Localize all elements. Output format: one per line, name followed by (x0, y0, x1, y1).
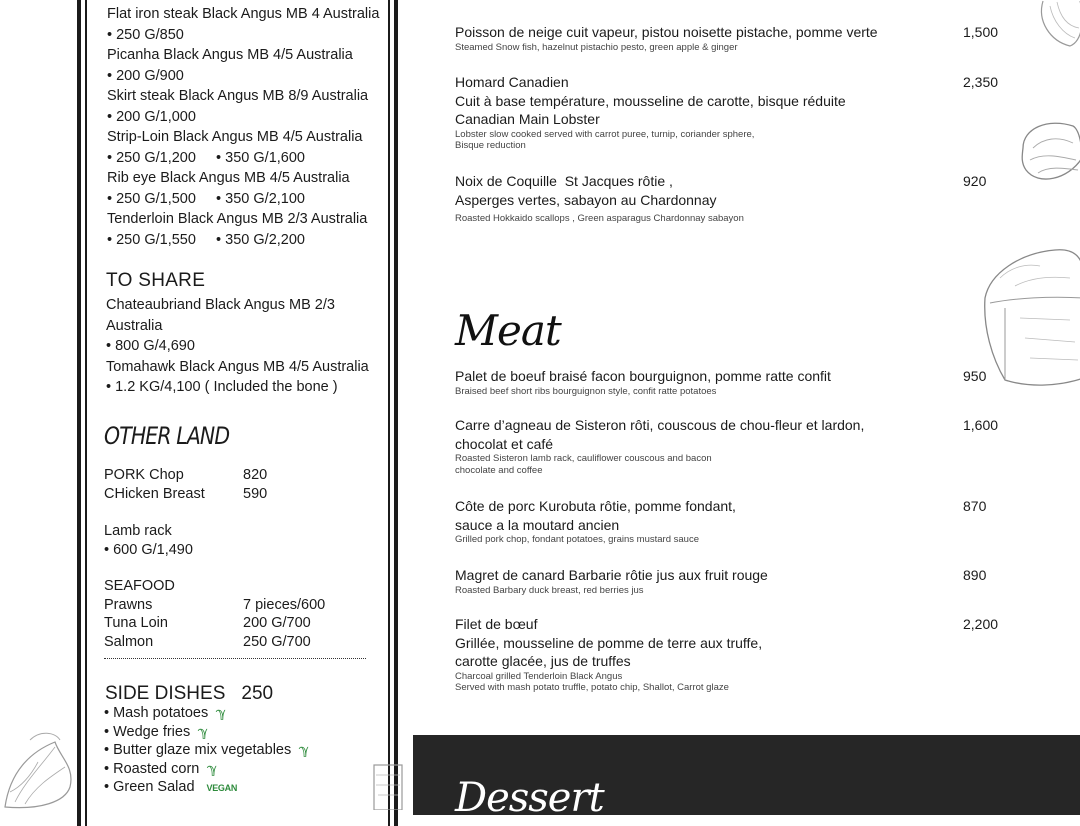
item-price: 820 (243, 467, 268, 483)
side-dish-name: • Roasted corn (104, 760, 200, 777)
side-dishes-price: 250 (241, 683, 274, 704)
dessert-section-title: Dessert (455, 775, 604, 821)
to-share-line: Tomahawk Black Angus MB 4/5 Australia (106, 358, 369, 375)
item-title-fr: Asperges vertes, sabayon au Chardonnay (455, 191, 717, 208)
item-price: 890 (963, 567, 987, 583)
item-name: Prawns (104, 596, 153, 613)
item-title-fr: chocolat et café (455, 435, 554, 452)
list-item (104, 466, 267, 485)
vegetarian-leaf-icon: ℽ (299, 742, 309, 757)
item-desc-en: Roasted Sisteron lamb rack, cauliflower couscous and bacon (455, 453, 712, 464)
menu-item-snow-fish (455, 23, 1055, 53)
item-price: 2,200 (963, 616, 999, 632)
vegetarian-leaf-icon: ℽ (216, 705, 226, 720)
menu-item-beef-fillet (455, 615, 1055, 694)
item-name: PORK Chop (104, 467, 184, 483)
item-title-fr: Grillée, mousseline de pomme de terre aux truffe, (455, 634, 763, 651)
item-name: Salmon (104, 633, 154, 650)
side-dish-name: • Green Salad (104, 779, 195, 795)
item-price: 950 (963, 368, 987, 384)
item-desc-en: Steamed Snow fish, hazelnut pistachio pesto, green apple & ginger (455, 41, 738, 53)
steak-list (107, 4, 379, 250)
list-item (104, 760, 309, 779)
item-price: 870 (963, 498, 987, 514)
menu-item-scallops (455, 172, 1055, 225)
steak-line: • 250 G/850 (107, 26, 184, 43)
meat-section-title: Meat (455, 306, 561, 355)
menu-item-lobster (455, 73, 1055, 152)
list-item (104, 633, 325, 652)
item-desc-en: Served with mash potato truffle, potato chip, Shallot, Carrot glaze (455, 682, 729, 693)
beef-sketch-icon (980, 238, 1080, 388)
lamb-line: • 600 G/1,490 (104, 541, 193, 558)
item-title-fr: Côte de porc Kurobuta rôtie, pomme fondant, (455, 498, 736, 514)
item-desc-en: Roasted Barbary duck breast, red berries jus (455, 584, 644, 596)
item-title-fr: Carre d’agneau de Sisteron rôti, couscous de chou-fleur et lardon, (455, 417, 865, 433)
seafood-list (104, 577, 325, 651)
item-title-fr: Canadian Main Lobster (455, 111, 600, 127)
to-share-heading: TO SHARE (106, 270, 206, 291)
lettuce-sketch-icon (0, 712, 80, 812)
steak-line: Skirt steak Black Angus MB 8/9 Australia (107, 88, 369, 104)
item-desc-en: chocolate and coffee (455, 464, 543, 476)
menu-item-pork-chop (455, 497, 1055, 546)
dotted-divider (104, 658, 366, 659)
to-share-line: • 1.2 KG/4,100 ( Included the bone ) (106, 379, 338, 395)
list-item (104, 704, 309, 723)
side-dishes-title: SIDE DISHES (105, 683, 226, 704)
item-price: 200 G/700 (243, 615, 311, 631)
list-item (104, 614, 325, 633)
to-share-line: • 800 G/4,690 (106, 338, 195, 354)
item-price: 590 (243, 485, 268, 502)
panel-border-left-inner (85, 0, 87, 826)
item-title-fr: Palet de boeuf braisé facon bourguignon, pomme ratte confit (455, 368, 831, 384)
list-item (104, 741, 309, 760)
item-title-fr: Filet de bœuf (455, 616, 538, 632)
other-land-list (104, 466, 267, 503)
menu-item-beef-short-ribs (455, 367, 1055, 397)
vegetarian-leaf-icon: ℽ (207, 760, 217, 776)
panel-border-right-outer (394, 0, 398, 826)
other-land-heading: OTHER LAND (104, 422, 230, 450)
to-share-line: Australia (106, 317, 163, 334)
steak-line: Strip-Loin Black Angus MB 4/5 Australia (107, 129, 363, 145)
lamb-rack-block (104, 522, 193, 559)
item-title-fr: Poisson de neige cuit vapeur, pistou noisette pistache, pomme verte (455, 24, 878, 40)
steak-line: • 250 G/1,550 • 350 G/2,200 (107, 231, 305, 248)
steak-line: Rib eye Black Angus MB 4/5 Australia (107, 170, 350, 186)
bottle-sketch-icon (366, 760, 416, 810)
steak-line: • 250 G/1,500 • 350 G/2,100 (107, 190, 305, 207)
to-share-line: Chateaubriand Black Angus MB 2/3 (106, 297, 335, 313)
item-title-fr: Magret de canard Barbarie rôtie jus aux fruit rouge (455, 567, 768, 583)
item-title-fr: Noix de Coquille St Jacques rôtie , (455, 173, 673, 189)
vegetarian-leaf-icon: ℽ (198, 723, 208, 739)
steak-line: Picanha Black Angus MB 4/5 Australia (107, 47, 353, 63)
item-desc-en: Roasted Hokkaido scallops , Green asparagus Chardonnay sabayon (455, 213, 744, 224)
steak-line: Tenderloin Black Angus MB 2/3 Australia (107, 211, 368, 227)
item-price: 7 pieces/600 (243, 596, 326, 613)
list-item (104, 778, 309, 798)
lamb-line: Lamb rack (104, 523, 172, 539)
list-item (104, 485, 267, 504)
item-desc-en: Grilled pork chop, fondant potatoes, grains mustard sauce (455, 534, 699, 545)
item-name: Tuna Loin (104, 615, 168, 631)
vegan-badge: VEGAN (206, 783, 238, 793)
item-price: 1,500 (963, 24, 999, 40)
seafood-heading: SEAFOOD (104, 578, 175, 594)
to-share-list (106, 295, 386, 398)
item-title-fr: Homard Canadien (455, 74, 569, 90)
steak-line: • 250 G/1,200 • 350 G/1,600 (107, 149, 305, 166)
list-item (104, 723, 309, 742)
item-price: 250 G/700 (243, 633, 311, 650)
steak-line: • 200 G/1,000 (107, 108, 196, 125)
list-item (104, 596, 325, 615)
item-price: 920 (963, 173, 987, 189)
menu-item-duck-breast (455, 566, 1055, 596)
menu-item-lamb-rack (455, 416, 1055, 476)
item-desc-en: Braised beef short ribs bourguignon style, confit ratte potatoes (455, 385, 717, 397)
item-title-fr: carotte glacée, jus de truffes (455, 653, 631, 669)
item-price: 1,600 (963, 417, 999, 433)
side-dishes-heading (105, 683, 273, 705)
item-title-fr: sauce a la moutard ancien (455, 516, 620, 533)
item-title-fr: Cuit à base température, mousseline de carotte, bisque réduite (455, 92, 846, 109)
side-dishes-list (104, 704, 309, 798)
item-name: CHicken Breast (104, 485, 205, 502)
steak-line: • 200 G/900 (107, 67, 184, 84)
side-dish-name: • Butter glaze mix vegetables (104, 742, 292, 758)
side-dish-name: • Mash potatoes (104, 705, 209, 721)
item-desc-en: Lobster slow cooked served with carrot puree, turnip, coriander sphere, (455, 128, 755, 140)
panel-border-left-outer (77, 0, 81, 826)
steak-line: Flat iron steak Black Angus MB 4 Australia (107, 6, 380, 22)
item-price: 2,350 (963, 74, 999, 90)
side-dish-name: • Wedge fries (104, 723, 191, 740)
panel-border-right-inner (388, 0, 390, 826)
item-desc-en: Bisque reduction (455, 140, 526, 151)
item-desc-en: Charcoal grilled Tenderloin Black Angus (455, 670, 623, 682)
